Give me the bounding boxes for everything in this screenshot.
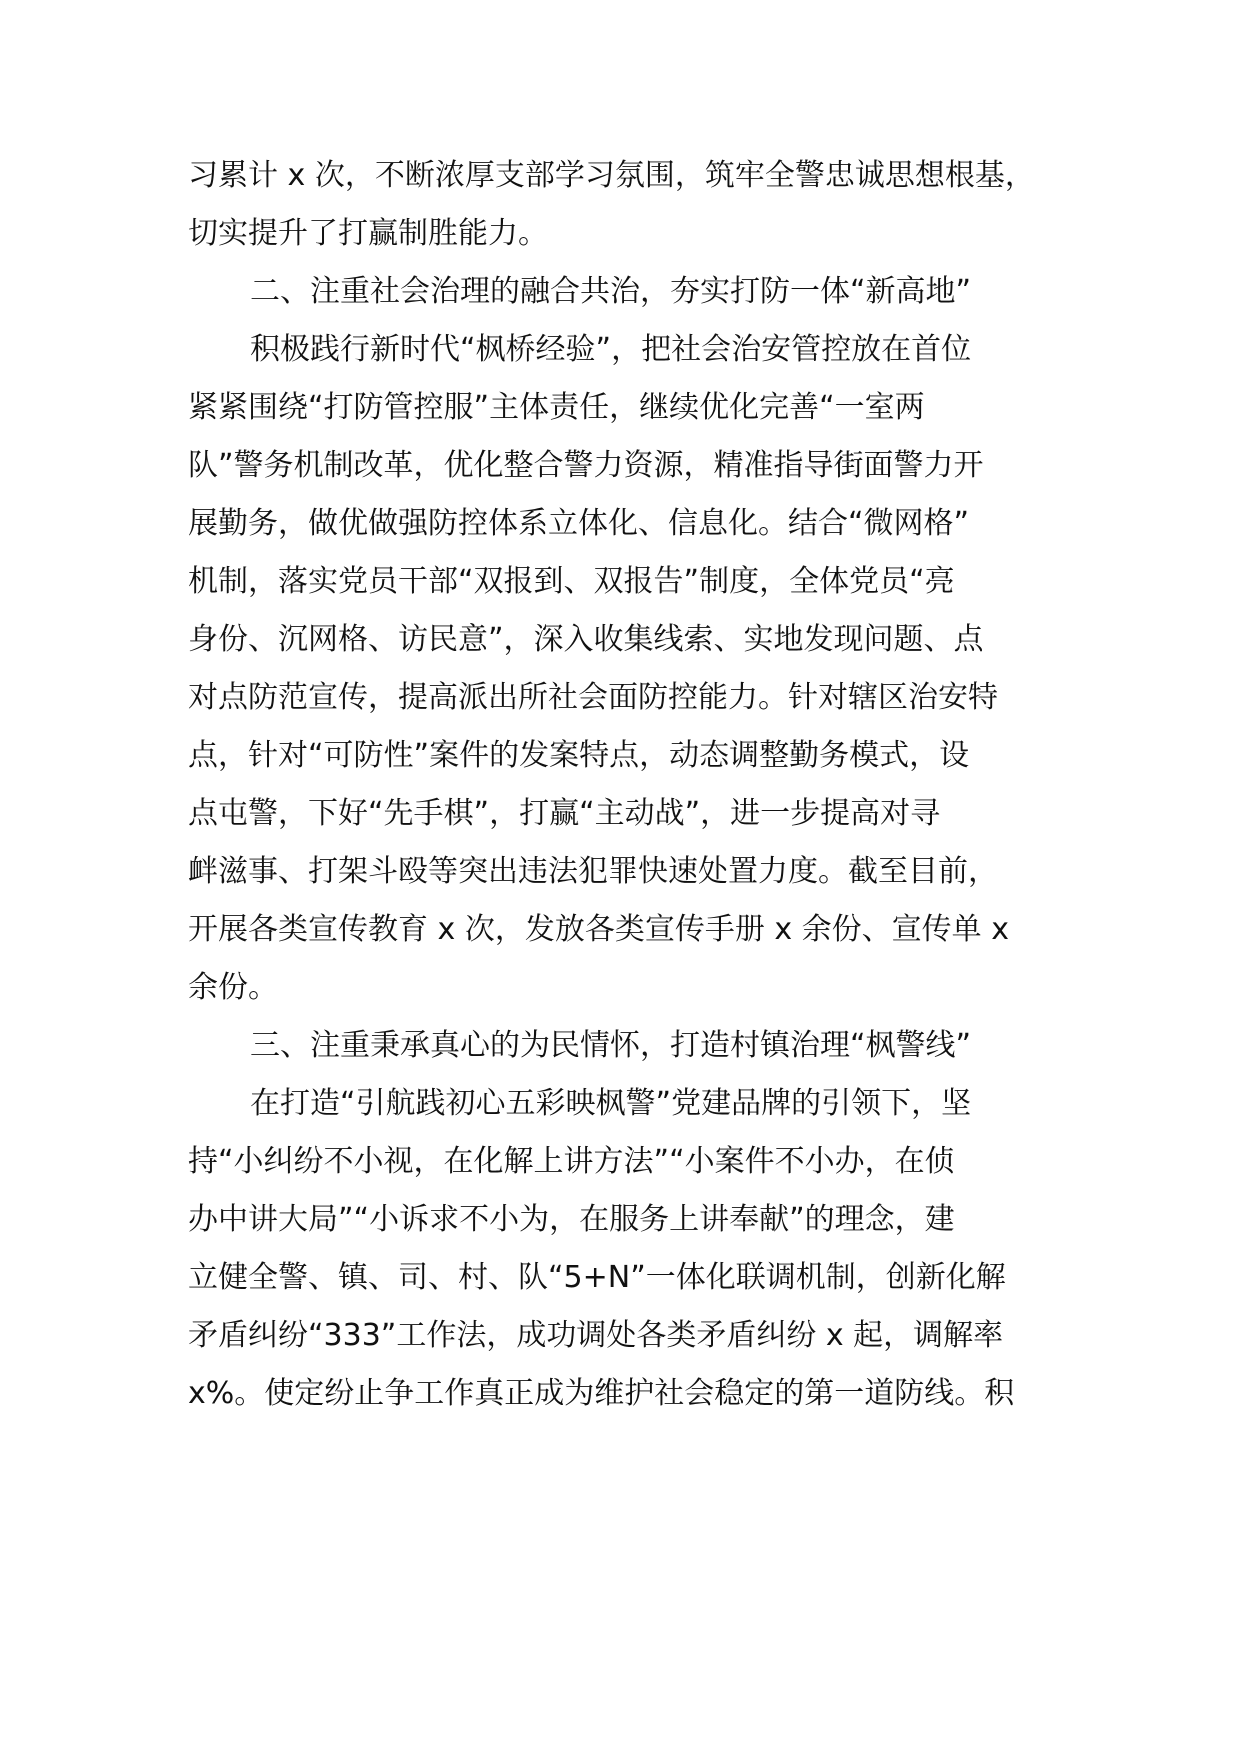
paragraph-line: 开展各类宣传教育 x 次，发放各类宣传手册 x 余份、宣传单 x	[188, 912, 1009, 947]
paragraph-line: x%。使定纷止争工作真正成为维护社会稳定的第一道防线。积	[188, 1376, 1015, 1411]
paragraph-line: 紧紧围绕“打防管控服”主体责任，继续优化完善“一室两	[188, 390, 925, 425]
paragraph-line: 在打造“引航践初心五彩映枫警”党建品牌的引领下，坚	[250, 1086, 972, 1121]
paragraph-line: 余份。	[188, 970, 278, 1005]
paragraph-line: 队”警务机制改革，优化整合警力资源，精准指导街面警力开	[188, 448, 984, 483]
paragraph-line: 立健全警、镇、司、村、队“5+N”一体化联调机制，创新化解	[188, 1260, 1006, 1295]
paragraph-line: 点，针对“可防性”案件的发案特点，动态调整勤务模式，设	[188, 738, 970, 773]
paragraph-line: 展勤务，做优做强防控体系立体化、信息化。结合“微网格”	[188, 506, 970, 541]
paragraph-line: 持“小纠纷不小视，在化解上讲方法”“小案件不小办，在侦	[188, 1144, 955, 1179]
paragraph-line: 矛盾纠纷“333”工作法，成功调处各类矛盾纠纷 x 起，调解率	[188, 1318, 1004, 1353]
paragraph-line: 习累计 x 次，不断浓厚支部学习氛围，筑牢全警忠诚思想根基，	[188, 158, 1035, 193]
paragraph-line: 切实提升了打赢制胜能力。	[188, 216, 548, 251]
paragraph-line: 衅滋事、打架斗殴等突出违法犯罪快速处置力度。截至目前，	[188, 854, 998, 889]
paragraph-line: 身份、沉网格、访民意”，深入收集线索、实地发现问题、点	[188, 622, 984, 657]
paragraph-line: 点屯警，下好“先手棋”，打赢“主动战”，进一步提高对寻	[188, 796, 941, 831]
paragraph-line: 机制，落实党员干部“双报到、双报告”制度，全体党员“亮	[188, 564, 955, 599]
paragraph-line: 办中讲大局”“小诉求不小为，在服务上讲奉献”的理念，建	[188, 1202, 955, 1237]
section-heading-3: 三、注重秉承真心的为民情怀，打造村镇治理“枫警线”	[250, 1028, 972, 1063]
section-heading-2: 二、注重社会治理的融合共治，夯实打防一体“新高地”	[250, 274, 972, 309]
paragraph-line: 对点防范宣传，提高派出所社会面防控能力。针对辖区治安特	[188, 680, 998, 715]
paragraph-line: 积极践行新时代“枫桥经验”，把社会治安管控放在首位	[250, 332, 972, 367]
